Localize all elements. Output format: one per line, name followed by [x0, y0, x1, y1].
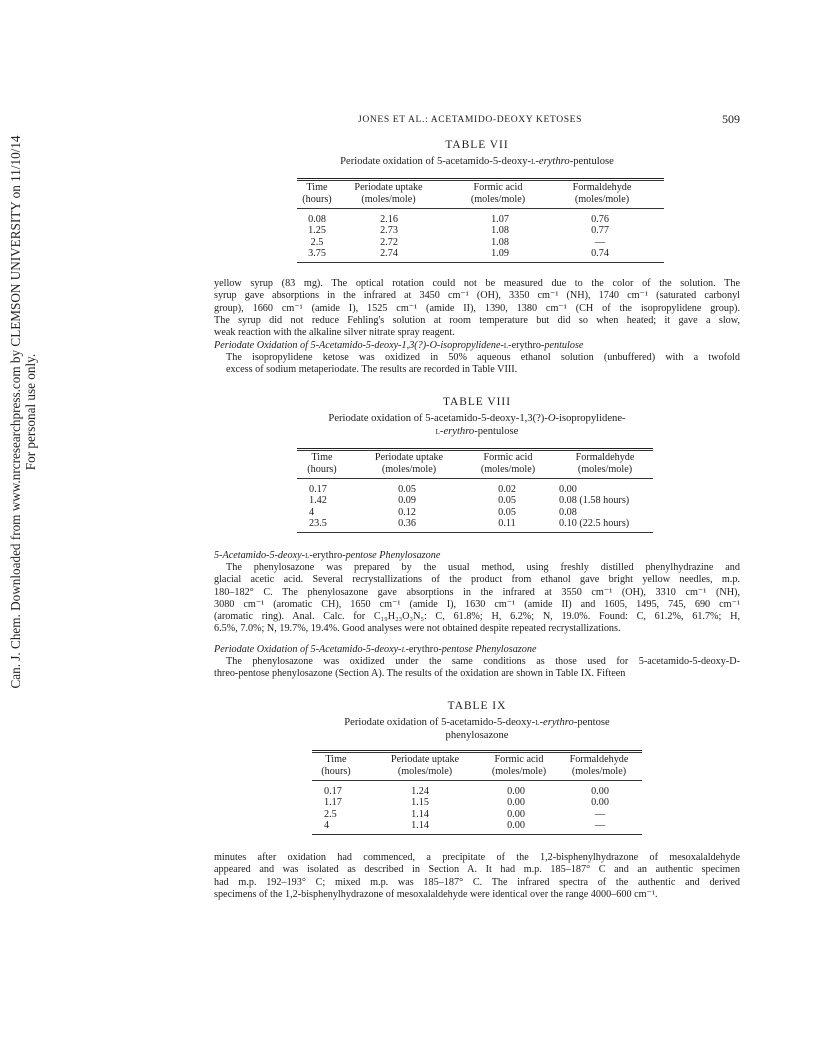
- header-line: Formic acid: [473, 182, 523, 193]
- header-line: (moles/mole): [571, 765, 627, 777]
- paragraph-syrup: [214, 278, 740, 339]
- table-column: [580, 786, 620, 831]
- text-line: weak reaction with the alkaline silver nitrate spray reagent.: [214, 327, 455, 339]
- table-cell: 0.08: [308, 214, 326, 225]
- table-column: [580, 214, 620, 259]
- text-line: The phenylosazone was prepared by the usual method, using freshly distilled phenylhydrazine and: [226, 562, 740, 573]
- table-rule: [312, 752, 642, 753]
- column-header: [297, 182, 337, 205]
- header-line: (hours): [307, 463, 337, 475]
- column-header: [463, 452, 553, 475]
- text-line: specimens of the 1,2-bisphenylhydrazone of mesoxalaldehyde were identical over the range 4000–600 cm⁻¹.: [214, 888, 658, 900]
- table-cell: 1.15: [411, 797, 429, 809]
- table-cell: 1.24: [411, 786, 429, 797]
- table-cell: 0.11: [498, 517, 516, 529]
- header-line: (hours): [321, 765, 351, 777]
- page-number: 509: [722, 112, 740, 126]
- table-cell: —: [594, 236, 606, 248]
- paragraph-bisphenylhydrazone: [214, 852, 740, 901]
- header-line: (moles/mole): [480, 463, 536, 475]
- column-header: [312, 754, 360, 777]
- table-caption: Periodate oxidation of 5-acetamido-5-deoxy-1,3(?)-O-isopropylidene- l-erythro-pentulose: [328, 413, 626, 437]
- table-rule: [297, 180, 664, 181]
- table-column: [559, 484, 653, 529]
- table-9-heading: [214, 700, 740, 742]
- table-rule: [312, 780, 642, 781]
- header-line: Formaldehyde: [569, 754, 629, 765]
- table-cell: 0.00: [507, 786, 525, 797]
- table-cell: 2.5: [310, 236, 324, 248]
- table-cell: 0.05: [498, 495, 516, 507]
- paragraph-osazone-oxidation: [214, 656, 740, 681]
- section-heading-osazone-oxidation: Periodate Oxidation of 5-Acetamido-5-deoxy-l-erythro-pentose Phenylosazone: [214, 644, 537, 655]
- header-line: Periodate uptake: [390, 754, 460, 765]
- table-cell: 0.00: [591, 786, 609, 797]
- table-cell: 0.08 (1.58 hours): [559, 495, 630, 507]
- table-column: [480, 214, 520, 259]
- table-column: [400, 786, 440, 831]
- table-cell: 0.05: [498, 506, 516, 518]
- table-column: [496, 786, 536, 831]
- header-line: (moles/mole): [491, 765, 547, 777]
- text-line: group), 1660 cm⁻¹ (amide I), 1525 cm⁻¹ (amide II), 1390, 1380 cm⁻¹ (CH of the isopropylidene group).: [214, 302, 740, 314]
- table-caption: Periodate oxidation of 5-acetamido-5-deoxy-l-erythro-pentulose: [340, 156, 614, 167]
- paragraph-phenylosazone: [214, 562, 740, 636]
- table-cell: 0.74: [591, 247, 609, 259]
- header-line: Time: [306, 182, 328, 193]
- column-header: [556, 754, 642, 777]
- table-9: [312, 750, 642, 834]
- margin-note-line: For personal use only.: [23, 353, 38, 471]
- column-header: [370, 754, 480, 777]
- margin-note-line: Can. J. Chem. Downloaded from www.nrcresearchpress.com by CLEMSON UNIVERSITY on 11/10/14: [8, 135, 23, 689]
- column-header: [557, 452, 653, 475]
- header-line: Formaldehyde: [575, 452, 635, 463]
- table-8: [297, 448, 653, 532]
- header-line: (moles/mole): [361, 193, 416, 205]
- text-line: 3080 cm⁻¹ (aromatic CH), 1650 cm⁻¹ (amide I), 1630 cm⁻¹ (amide II) and 1605, 1495, 745, 690 cm⁻¹: [214, 598, 740, 610]
- header-line: Periodate uptake: [374, 452, 444, 463]
- table-cell: 0.12: [398, 506, 416, 518]
- table-cell: 0.00: [507, 819, 525, 831]
- table-cell: 0.00: [507, 808, 525, 820]
- header-line: Formic acid: [483, 452, 533, 463]
- table-title: TABLE VIII: [442, 396, 512, 408]
- table-cell: 1.17: [324, 797, 342, 809]
- table-cell: 2.72: [380, 236, 398, 248]
- text-line: syrup gave absorptions in the infrared at 3450 cm⁻¹ (OH), 3350 cm⁻¹ (NH), 1740 cm⁻¹ (saturated carbonyl: [214, 290, 740, 302]
- text-line: 6.5%, 7.0%; N, 19.7%, 19.4%. Good analyses were not obtained despite repeated recrystallizations.: [214, 623, 621, 635]
- section-heading-phenylosazone: 5-Acetamido-5-deoxy-l-erythro-pentose Phenylosazone: [214, 550, 441, 561]
- text-line: had m.p. 192–193° C; mixed m.p. was 185–187° C. The infrared spectra of the authentic and derived: [214, 876, 740, 888]
- table-cell: 0.36: [398, 517, 416, 529]
- table-cell: 1.08: [491, 225, 509, 237]
- column-header: [341, 182, 436, 205]
- header-line: (moles/mole): [381, 463, 437, 475]
- table-cell: 1.14: [411, 819, 429, 831]
- column-header: [297, 452, 347, 475]
- table-caption: Periodate oxidation of 5-acetamido-5-deoxy-l-erythro-pentose phenylosazone: [344, 717, 610, 741]
- header-line: (moles/mole): [397, 765, 453, 777]
- table-rule: [297, 262, 664, 263]
- table-column: [309, 484, 339, 529]
- text-line: appeared and was isolated as described in Section A. It had m.p. 185–187° C and an authentic specimen: [214, 864, 740, 876]
- column-header: [353, 452, 465, 475]
- table-cell: 1.08: [491, 236, 509, 248]
- text-line: yellow syrup (83 mg). The optical rotation could not be measured due to the color of the solution. The: [214, 278, 740, 289]
- header-line: (hours): [302, 193, 332, 205]
- header-line: Periodate uptake: [354, 182, 423, 193]
- table-column: [297, 214, 337, 259]
- header-line: (moles/mole): [574, 193, 630, 205]
- table-cell: 0.00: [591, 797, 609, 809]
- table-cell: 1.09: [491, 247, 509, 259]
- text-line: excess of sodium metaperiodate. The results are recorded in Table VIII.: [226, 364, 518, 376]
- table-cell: 3.75: [308, 247, 326, 259]
- paragraph-isopropylidene: [214, 352, 740, 377]
- table-column: [487, 484, 527, 529]
- table-7: [297, 178, 664, 262]
- text-line: 180–182° C. The phenylosazone gave absorptions in the infrared at 3550 cm⁻¹ (OH), 3310 cm⁻¹ (NH),: [214, 586, 740, 598]
- text-line: The isopropylidene ketose was oxidized in 50% aqueous ethanol solution (unbuffered) with a twofold: [226, 352, 740, 363]
- table-cell: 1.42: [309, 495, 327, 507]
- table-rule: [297, 532, 653, 533]
- table-cell: 0.00: [507, 797, 525, 809]
- text-line: The syrup did not reduce Fehling's solution at room temperature but did so when heated; it gave a slow,: [214, 314, 740, 326]
- table-rule: [297, 450, 653, 451]
- table-rule: [312, 834, 642, 835]
- table-rule: [297, 478, 653, 479]
- header-line: (moles/mole): [470, 193, 526, 205]
- table-cell: 0.17: [309, 484, 327, 495]
- text-line: The phenylosazone was oxidized under the same conditions as those used for 5-acetamido-5-deoxy-D-: [226, 656, 740, 667]
- table-cell: 4: [309, 506, 315, 518]
- table-rule: [297, 208, 664, 209]
- table-cell: 0.17: [324, 786, 342, 797]
- table-cell: 2.5: [324, 808, 337, 820]
- page-header: [216, 112, 740, 130]
- table-column: [369, 214, 409, 259]
- table-cell: 0.76: [591, 214, 609, 225]
- table-rule: [297, 448, 653, 449]
- table-cell: 2.16: [380, 214, 398, 225]
- column-header: [540, 182, 664, 205]
- running-head: JONES ET AL.: ACETAMIDO-DEOXY KETOSES: [358, 114, 583, 125]
- header-line: (moles/mole): [577, 463, 633, 475]
- table-8-heading: [214, 396, 740, 438]
- download-margin-note: [10, 92, 36, 732]
- table-cell: 1.14: [411, 808, 429, 820]
- text-line: glacial acetic acid. Several recrystallizations of the product from ethanol gave bright yellow needles, m.p.: [214, 574, 740, 586]
- table-column: [387, 484, 427, 529]
- table-cell: 0.77: [591, 225, 609, 237]
- table-cell: 0.02: [498, 484, 516, 495]
- table-cell: 1.07: [491, 214, 509, 225]
- text-line: minutes after oxidation had commenced, a precipitate of the 1,2-bisphenylhydrazone of mesoxalaldehyde: [214, 852, 740, 863]
- table-cell: 0.00: [559, 484, 577, 495]
- table-cell: 0.08: [559, 506, 577, 518]
- table-cell: 4: [324, 819, 330, 831]
- table-cell: 0.10 (22.5 hours): [559, 517, 630, 529]
- header-line: Formic acid: [494, 754, 544, 765]
- section-heading-isopropylidene: Periodate Oxidation of 5-Acetamido-5-deoxy-1,3(?)-O-isopropylidene-l-erythro-pentulose: [214, 340, 584, 351]
- table-title: TABLE VII: [445, 139, 509, 151]
- table-cell: 0.09: [398, 495, 416, 507]
- header-line: Time: [311, 452, 333, 463]
- table-rule: [312, 750, 642, 751]
- table-cell: —: [594, 819, 606, 831]
- table-cell: 0.05: [398, 484, 416, 495]
- text-line: (aromatic ring). Anal. Calc. for C₁₉H₂₃O₃N₅: C, 61.8%; H, 6.2%; N, 19.0%. Found: C, 61.2%, 61.7%; H,: [214, 611, 740, 623]
- table-cell: 23.5: [309, 517, 327, 529]
- table-title: TABLE IX: [447, 700, 507, 712]
- table-rule: [297, 178, 664, 179]
- header-line: Time: [325, 754, 347, 765]
- text-line: threo-pentose phenylosazone (Section A). The results of the oxidation are shown in Table IX. Fifteen: [214, 668, 626, 680]
- column-header: [478, 754, 560, 777]
- table-column: [324, 786, 354, 831]
- table-7-heading: [214, 139, 740, 168]
- header-line: Formaldehyde: [572, 182, 632, 193]
- table-cell: 1.25: [308, 225, 326, 237]
- table-cell: 2.74: [380, 247, 398, 259]
- column-header: [463, 182, 533, 205]
- table-cell: —: [594, 808, 606, 820]
- table-cell: 2.73: [380, 225, 398, 237]
